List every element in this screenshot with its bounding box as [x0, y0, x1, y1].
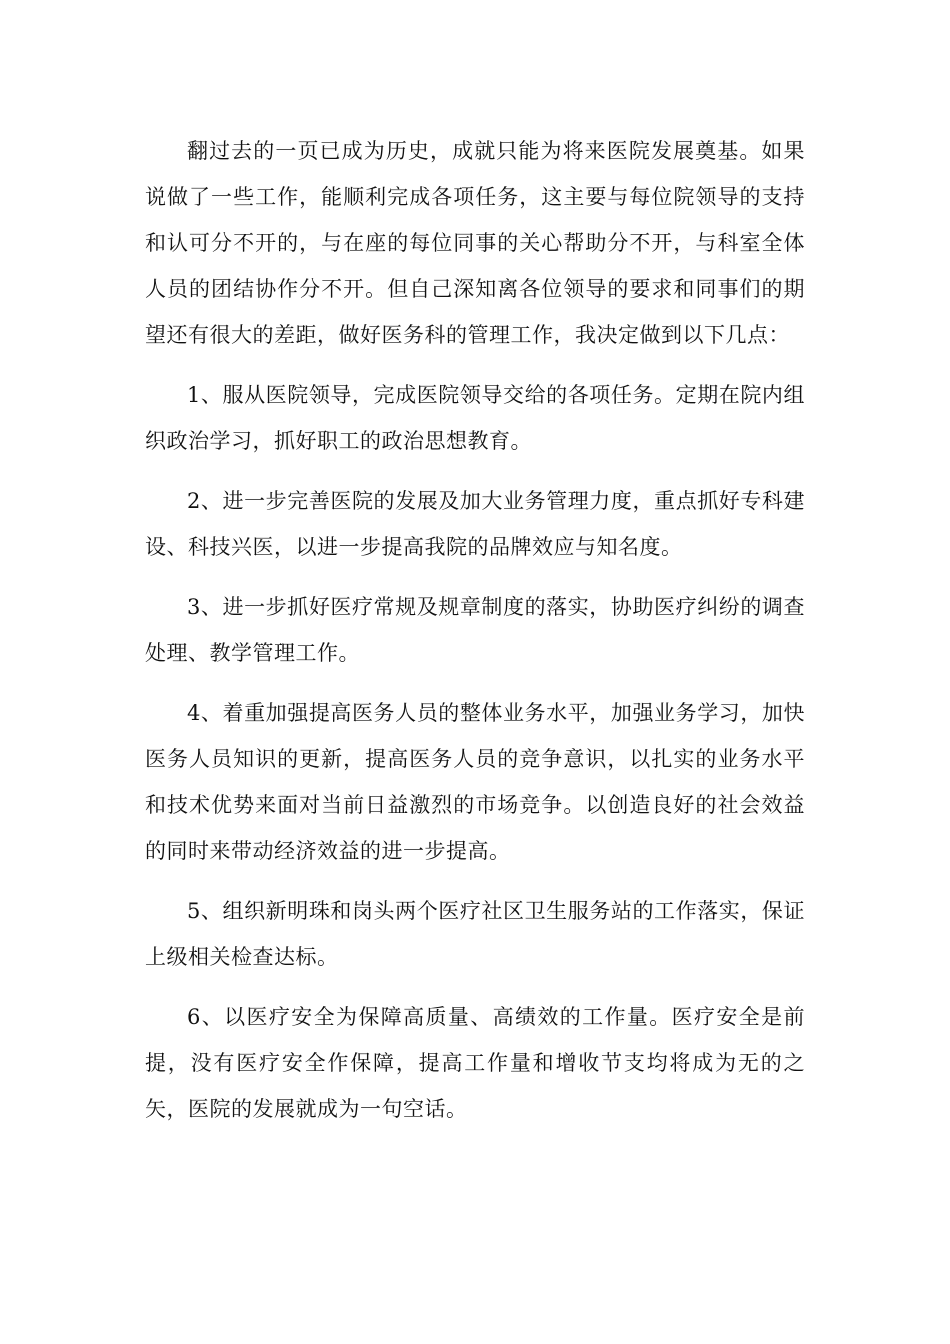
- paragraph-item-4: 4、着重加强提高医务人员的整体业务水平，加强业务学习，加快医务人员知识的更新，提高医务人员的竞争意识，以扎实的业务水平和技术优势来面对当前日益激烈的市场竞争。以创造良好的社会效益的同时来带动经济效益的进一步提高。: [145, 701, 805, 863]
- paragraph-item-2: 2、进一步完善医院的发展及加大业务管理力度，重点抓好专科建设、科技兴医，以进一步提高我院的品牌效应与知名度。: [145, 489, 805, 559]
- paragraph-item-1: 1、服从医院领导，完成医院领导交给的各项任务。定期在院内组织政治学习，抓好职工的政治思想教育。: [145, 383, 805, 453]
- paragraph-item-6: 6、以医疗安全为保障高质量、高绩效的工作量。医疗安全是前提，没有医疗安全作保障，提高工作量和增收节支均将成为无的之矢，医院的发展就成为一句空话。: [145, 1005, 805, 1121]
- document-body: [145, 128, 805, 1146]
- paragraph-intro: 翻过去的一页已成为历史，成就只能为将来医院发展奠基。如果说做了一些工作，能顺利完成各项任务，这主要与每位院领导的支持和认可分不开的，与在座的每位同事的关心帮助分不开，与科室全体人员的团结协作分不开。但自己深知离各位领导的要求和同事们的期望还有很大的差距，做好医务科的管理工作，我决定做到以下几点：: [145, 139, 805, 347]
- paragraph-item-3: 3、进一步抓好医疗常规及规章制度的落实，协助医疗纠纷的调查处理、教学管理工作。: [145, 595, 805, 665]
- paragraph-item-5: 5、组织新明珠和岗头两个医疗社区卫生服务站的工作落实，保证上级相关检查达标。: [145, 899, 805, 969]
